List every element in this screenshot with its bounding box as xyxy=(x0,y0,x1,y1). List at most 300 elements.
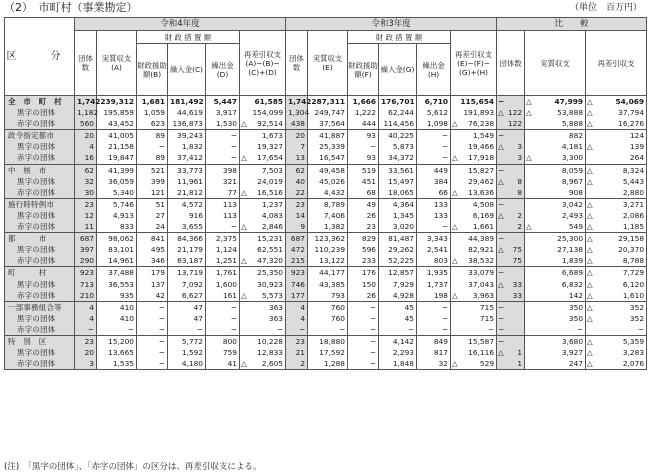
table-cell: 1,251 xyxy=(206,255,240,267)
triangle-sign: △ xyxy=(587,199,593,209)
table-cell: 137 xyxy=(137,279,168,290)
cell-value: 352 xyxy=(629,302,645,312)
cell-value: 3,300 xyxy=(561,153,584,163)
table-cell xyxy=(451,255,497,267)
cell-value: 15,587 xyxy=(468,336,495,346)
triangle-sign: △ xyxy=(241,119,247,129)
table-cell: 2,375 xyxy=(206,233,240,245)
table-cell: 68 xyxy=(348,187,379,199)
cell-value: 44,389 xyxy=(468,234,495,244)
table-cell: − xyxy=(286,324,308,336)
compare-jisshitsu xyxy=(525,176,586,187)
cell-value: 16,516 xyxy=(257,187,284,197)
table-cell: 45 xyxy=(379,301,417,313)
table-cell: − xyxy=(206,152,240,164)
triangle-sign: △ xyxy=(498,279,504,289)
table-cell: 13,719 xyxy=(168,267,206,279)
cell-value: 12,833 xyxy=(257,348,284,358)
table-cell: 1,935 xyxy=(417,267,451,279)
compare-jisshitsu xyxy=(525,198,586,210)
header-saisashi-cmp: 再差引収支 xyxy=(586,31,647,96)
triangle-sign: − xyxy=(498,302,505,312)
table-cell xyxy=(240,358,286,370)
compare-count xyxy=(497,290,525,302)
compare-count xyxy=(497,210,525,221)
table-cell: 829 xyxy=(348,233,379,245)
table-cell: 346 xyxy=(137,255,168,267)
cell-value: 61,585 xyxy=(254,97,284,106)
table-cell: − xyxy=(417,141,451,152)
table-cell: − xyxy=(137,358,168,370)
table-cell: − xyxy=(417,152,451,164)
table-cell xyxy=(240,96,286,108)
table-cell: 623 xyxy=(137,118,168,130)
table-cell: 1,530 xyxy=(206,118,240,130)
cell-value: 3,271 xyxy=(622,199,645,209)
compare-saisashi xyxy=(586,358,647,370)
table-cell: 287,311 xyxy=(308,96,348,108)
cell-value: 16,116 xyxy=(468,348,495,358)
table-cell: 817 xyxy=(417,347,451,358)
triangle-sign: △ xyxy=(587,268,593,278)
compare-saisashi xyxy=(586,221,647,233)
table-cell: 8,789 xyxy=(308,198,348,210)
table-cell: 198 xyxy=(417,290,451,302)
table-row xyxy=(5,233,647,245)
header-year-r4: 令和4年度 xyxy=(75,18,286,31)
cell-value: 1,610 xyxy=(622,290,645,300)
compare-saisashi xyxy=(586,198,647,210)
cell-value: 139 xyxy=(629,142,645,152)
table-cell xyxy=(240,347,286,358)
cell-value: 3,927 xyxy=(561,348,584,358)
table-cell: 20 xyxy=(286,130,308,142)
table-cell: 16,547 xyxy=(308,152,348,164)
cell-value: 27,138 xyxy=(557,245,584,255)
cell-value: 4,508 xyxy=(472,199,495,209)
section-title: （2） 市町村（事業勘定） xyxy=(4,1,138,14)
table-row xyxy=(5,96,647,108)
cell-value: 25,300 xyxy=(557,234,584,244)
cell-value: 8 xyxy=(517,176,523,186)
table-cell: 47 xyxy=(168,301,206,313)
table-cell: − xyxy=(308,324,348,336)
table-cell xyxy=(240,118,286,130)
table-cell: 20 xyxy=(75,130,97,142)
table-cell: − xyxy=(348,358,379,370)
header-hoju-r3: 財政援助額(F) xyxy=(348,44,379,96)
triangle-sign: △ xyxy=(241,359,247,369)
table-cell: − xyxy=(206,313,240,324)
cell-value: 19,466 xyxy=(468,142,495,152)
cell-value: 5,443 xyxy=(622,176,645,186)
compare-jisshitsu xyxy=(525,96,586,108)
table-cell: 1,382 xyxy=(308,221,348,233)
triangle-sign: △ xyxy=(587,222,593,232)
triangle-sign: △ xyxy=(452,119,458,129)
table-cell xyxy=(451,358,497,370)
table-row xyxy=(5,141,647,152)
table-cell: 5,746 xyxy=(97,198,137,210)
triangle-sign: △ xyxy=(452,153,458,163)
compare-count xyxy=(497,267,525,279)
table-cell: 746 xyxy=(286,279,308,290)
compare-count xyxy=(497,324,525,336)
table-cell: 923 xyxy=(286,267,308,279)
cell-value: 4,083 xyxy=(261,210,284,220)
table-cell xyxy=(240,244,286,255)
row-label: 赤字の団体 xyxy=(5,324,75,336)
compare-jisshitsu xyxy=(525,221,586,233)
table-cell: − xyxy=(137,313,168,324)
cell-value: 1,237 xyxy=(261,199,284,209)
table-row xyxy=(5,210,647,221)
table-row xyxy=(5,118,647,130)
cell-value: 37,043 xyxy=(468,279,495,289)
table-cell: 21,179 xyxy=(168,244,206,255)
table-cell xyxy=(240,221,286,233)
table-row xyxy=(5,164,647,176)
table-cell: 1,098 xyxy=(417,118,451,130)
table-cell: 12 xyxy=(75,210,97,221)
table-cell xyxy=(240,141,286,152)
triangle-sign: △ xyxy=(452,290,458,300)
table-cell: 596 xyxy=(348,244,379,255)
table-cell: 77 xyxy=(206,187,240,199)
triangle-sign: △ xyxy=(241,222,247,232)
compare-jisshitsu xyxy=(525,164,586,176)
cell-value: 17,918 xyxy=(468,153,495,163)
triangle-sign: △ xyxy=(587,313,593,323)
table-cell: 123,362 xyxy=(308,233,348,245)
table-cell: 20 xyxy=(75,347,97,358)
table-cell: 62 xyxy=(75,164,97,176)
table-cell: 5,447 xyxy=(206,96,240,108)
fiscal-table xyxy=(4,17,647,370)
table-cell: 210 xyxy=(75,290,97,302)
header-compare: 比 較 xyxy=(497,18,647,31)
table-cell: 89 xyxy=(137,152,168,164)
table-cell: 759 xyxy=(206,347,240,358)
triangle-sign: △ xyxy=(526,153,532,163)
compare-jisshitsu xyxy=(525,244,586,255)
table-cell: 36,059 xyxy=(97,176,137,187)
table-cell: 32 xyxy=(417,358,451,370)
table-cell: 935 xyxy=(97,290,137,302)
table-row xyxy=(5,176,647,187)
table-cell: 5,873 xyxy=(379,141,417,152)
cell-value: 115,654 xyxy=(460,97,495,106)
cell-value: − xyxy=(487,324,495,334)
row-label: 赤字の団体 xyxy=(5,187,75,199)
compare-saisashi xyxy=(586,347,647,358)
table-cell: − xyxy=(348,313,379,324)
table-cell: 7,406 xyxy=(308,210,348,221)
table-cell xyxy=(451,198,497,210)
table-cell: 41 xyxy=(206,358,240,370)
table-cell: 398 xyxy=(206,164,240,176)
table-cell: 89 xyxy=(137,130,168,142)
cell-value: 142 xyxy=(568,290,584,300)
compare-count xyxy=(497,96,525,108)
row-label: 都 市 xyxy=(5,233,75,245)
table-cell xyxy=(240,233,286,245)
cell-value: 122 xyxy=(507,119,523,129)
table-cell xyxy=(240,313,286,324)
table-cell xyxy=(240,164,286,176)
table-cell: 687 xyxy=(286,233,308,245)
table-cell xyxy=(451,118,497,130)
cell-value: 92,514 xyxy=(257,119,284,129)
triangle-sign: △ xyxy=(241,187,247,197)
triangle-sign: △ xyxy=(587,142,593,152)
header-dantai-r3: 団体数 xyxy=(286,31,308,96)
table-cell xyxy=(451,313,497,324)
table-cell: 176,701 xyxy=(379,96,417,108)
table-cell: 687 xyxy=(75,233,97,245)
table-cell: 1,666 xyxy=(348,96,379,108)
compare-jisshitsu xyxy=(525,335,586,347)
compare-count xyxy=(497,176,525,187)
triangle-sign: △ xyxy=(587,97,593,106)
table-cell xyxy=(451,233,497,245)
compare-jisshitsu xyxy=(525,210,586,221)
table-cell xyxy=(240,198,286,210)
table-cell: 4 xyxy=(75,301,97,313)
cell-value: 8,059 xyxy=(561,165,584,175)
row-label: 赤字の団体 xyxy=(5,358,75,370)
row-label: 赤字の団体 xyxy=(5,255,75,267)
triangle-sign: − xyxy=(498,234,505,244)
triangle-sign: △ xyxy=(587,290,593,300)
cell-value: 2,493 xyxy=(561,210,584,220)
table-cell xyxy=(240,279,286,290)
cell-value: 33,079 xyxy=(468,268,495,278)
table-cell: 321 xyxy=(206,176,240,187)
cell-value: 352 xyxy=(629,313,645,323)
compare-count xyxy=(497,164,525,176)
table-cell xyxy=(240,210,286,221)
table-cell: 916 xyxy=(168,210,206,221)
table-cell: 113 xyxy=(206,198,240,210)
cell-value: 15,231 xyxy=(257,234,284,244)
table-cell xyxy=(451,130,497,142)
table-cell: − xyxy=(206,221,240,233)
table-row xyxy=(5,267,647,279)
header-kuriire-r3: 繰入金(G) xyxy=(379,44,417,96)
table-cell: − xyxy=(137,141,168,152)
table-cell: 17,592 xyxy=(308,347,348,358)
table-cell: 13,665 xyxy=(97,347,137,358)
table-cell: 4,928 xyxy=(379,290,417,302)
table-cell: 5,612 xyxy=(417,107,451,118)
cell-value: 191,893 xyxy=(463,108,495,118)
table-cell: 93 xyxy=(348,152,379,164)
triangle-sign: △ xyxy=(498,142,504,152)
table-cell: 9 xyxy=(286,221,308,233)
cell-value: 122 xyxy=(507,108,523,118)
table-cell xyxy=(240,187,286,199)
compare-jisshitsu xyxy=(525,187,586,199)
table-cell: 519 xyxy=(348,164,379,176)
table-cell: 81,487 xyxy=(379,233,417,245)
table-cell: 560 xyxy=(75,118,97,130)
triangle-sign: △ xyxy=(587,210,593,220)
cell-value: 47,999 xyxy=(554,97,584,106)
row-label: 黒字の団体 xyxy=(5,279,75,290)
triangle-sign: △ xyxy=(587,234,593,244)
table-cell xyxy=(451,152,497,164)
table-cell xyxy=(451,290,497,302)
compare-saisashi xyxy=(586,164,647,176)
row-label: 黒字の団体 xyxy=(5,141,75,152)
triangle-sign: △ xyxy=(452,256,458,266)
cell-value: 549 xyxy=(568,222,584,232)
triangle-sign: △ xyxy=(498,210,504,220)
table-cell xyxy=(451,96,497,108)
triangle-sign: − xyxy=(498,336,505,346)
table-cell: 760 xyxy=(308,301,348,313)
table-cell: 179 xyxy=(137,267,168,279)
cell-value: 264 xyxy=(629,153,645,163)
table-cell: 93 xyxy=(348,130,379,142)
table-cell: 3,917 xyxy=(206,107,240,118)
table-row xyxy=(5,358,647,370)
cell-value: 47,320 xyxy=(257,256,284,266)
cell-value: 33 xyxy=(512,290,523,300)
table-cell: 1,742 xyxy=(75,96,97,108)
compare-jisshitsu xyxy=(525,255,586,267)
cell-value: 7,503 xyxy=(261,165,284,175)
compare-count xyxy=(497,198,525,210)
table-cell xyxy=(240,290,286,302)
compare-jisshitsu xyxy=(525,233,586,245)
table-cell: 410 xyxy=(97,313,137,324)
table-cell: 249,747 xyxy=(308,107,348,118)
table-cell: 49,458 xyxy=(308,164,348,176)
table-cell: 42 xyxy=(137,290,168,302)
table-cell: 2,541 xyxy=(417,244,451,255)
table-cell xyxy=(451,324,497,336)
table-cell: − xyxy=(417,130,451,142)
triangle-sign: △ xyxy=(498,176,504,186)
cell-value: 10,228 xyxy=(257,336,284,346)
cell-value: 247 xyxy=(568,359,584,369)
table-cell: 110,239 xyxy=(308,244,348,255)
table-cell: 2,293 xyxy=(379,347,417,358)
table-cell: 849 xyxy=(417,335,451,347)
table-row xyxy=(5,107,647,118)
triangle-sign: △ xyxy=(587,256,593,266)
table-cell: 239,312 xyxy=(97,96,137,108)
triangle-sign: △ xyxy=(241,256,247,266)
triangle-sign: − xyxy=(498,313,505,323)
compare-saisashi xyxy=(586,335,647,347)
header-kurishutsu-r3: 繰出金(H) xyxy=(417,44,451,96)
cell-value: 8,788 xyxy=(622,256,645,266)
table-cell: 40,225 xyxy=(379,130,417,142)
table-cell: 36,553 xyxy=(97,279,137,290)
table-cell xyxy=(451,176,497,187)
table-row xyxy=(5,244,647,255)
table-cell: 1,681 xyxy=(137,96,168,108)
cell-value: 2 xyxy=(517,222,523,232)
table-row xyxy=(5,335,647,347)
table-cell: − xyxy=(206,324,240,336)
cell-value: 5,888 xyxy=(561,119,584,129)
triangle-sign: − xyxy=(498,268,505,278)
table-cell: 40 xyxy=(286,176,308,187)
table-row xyxy=(5,198,647,210)
table-cell: 121 xyxy=(137,187,168,199)
compare-saisashi xyxy=(586,279,647,290)
header-kubun: 区 分 xyxy=(5,18,75,96)
table-cell: 49 xyxy=(348,198,379,210)
table-cell: 4,913 xyxy=(97,210,137,221)
table-cell: 4 xyxy=(75,313,97,324)
table-cell: 37,412 xyxy=(168,152,206,164)
cell-value: 1,839 xyxy=(561,256,584,266)
table-cell: 26 xyxy=(348,210,379,221)
table-cell: 177 xyxy=(286,290,308,302)
cell-value: 33 xyxy=(512,279,523,289)
row-label: 赤字の団体 xyxy=(5,152,75,164)
table-cell: 27 xyxy=(137,210,168,221)
table-cell: 14 xyxy=(286,210,308,221)
compare-saisashi xyxy=(586,118,647,130)
table-cell: 793 xyxy=(308,290,348,302)
table-cell: 45 xyxy=(379,313,417,324)
table-cell: 215 xyxy=(286,255,308,267)
table-cell: 4,432 xyxy=(308,187,348,199)
compare-jisshitsu xyxy=(525,290,586,302)
table-cell: 83,101 xyxy=(97,244,137,255)
table-cell: 4,364 xyxy=(379,198,417,210)
table-row xyxy=(5,221,647,233)
cell-value: 2,086 xyxy=(622,210,645,220)
cell-value: − xyxy=(276,324,284,334)
table-cell: 33,561 xyxy=(379,164,417,176)
table-cell xyxy=(451,244,497,255)
cell-value: 2,846 xyxy=(261,222,284,232)
header-jisshitsu-r3: 実質収支(E) xyxy=(308,31,348,96)
table-cell: 14,961 xyxy=(97,255,137,267)
triangle-sign: △ xyxy=(587,245,593,255)
table-cell: 136,873 xyxy=(168,118,206,130)
table-cell: 98,062 xyxy=(97,233,137,245)
triangle-sign: − xyxy=(498,97,505,106)
table-cell: 11,961 xyxy=(168,176,206,187)
cell-value: 16,276 xyxy=(618,119,645,129)
compare-saisashi xyxy=(586,255,647,267)
compare-count xyxy=(497,130,525,142)
table-cell: 11 xyxy=(75,221,97,233)
table-cell xyxy=(240,324,286,336)
cell-value: 25,350 xyxy=(257,268,284,278)
table-cell: 3,343 xyxy=(417,233,451,245)
table-cell: 30 xyxy=(75,187,97,199)
table-cell: 41,005 xyxy=(97,130,137,142)
table-cell: − xyxy=(206,301,240,313)
table-cell: 33,773 xyxy=(168,164,206,176)
cell-value: 17,654 xyxy=(257,153,284,163)
table-cell: 15,200 xyxy=(97,335,137,347)
table-cell: − xyxy=(348,141,379,152)
compare-saisashi xyxy=(586,244,647,255)
table-cell: 23 xyxy=(286,335,308,347)
table-row xyxy=(5,279,647,290)
row-label: 中 核 市 xyxy=(5,164,75,176)
